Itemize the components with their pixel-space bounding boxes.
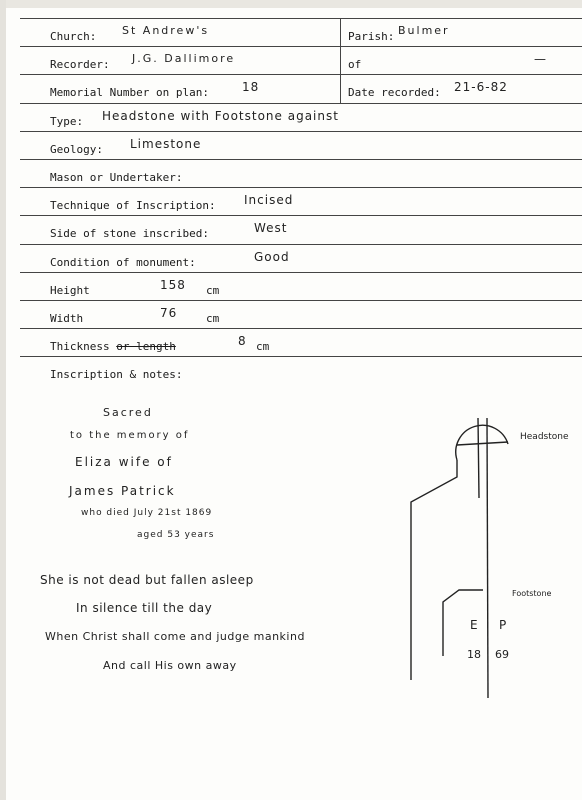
row-height [20,272,582,300]
recorder-label: Recorder: [50,58,110,72]
inscription-line-5: who died July 21st 1869 [81,508,213,518]
side-value: West [254,221,288,236]
inscription-label: Inscription & notes: [50,368,183,382]
verse-line-3: When Christ shall come and judge mankind [45,630,305,643]
row-memorial-date [20,74,582,102]
memorial-number-value: 18 [242,80,260,95]
thickness-label-text: Thickness [50,340,110,354]
thickness-label-struck: or length [116,340,176,354]
geology-label: Geology: [50,142,103,156]
row-thickness [20,328,582,356]
scan-edge-left [0,0,6,800]
parish-label: Parish: [348,30,395,43]
column-divider [340,19,341,46]
thickness-unit: cm [256,340,270,354]
row-technique [20,187,582,215]
width-value: 76 [160,305,178,320]
church-value: St Andrew's [122,24,210,37]
scan-edge-top [0,0,582,8]
inscription-line-3: Eliza wife of [75,455,173,469]
column-divider [340,75,341,102]
row-mason [20,159,582,187]
height-unit: cm [206,283,220,297]
side-label: Side of stone inscribed: [50,227,209,241]
of-value: — [534,52,547,67]
inscription-line-1: Sacred [103,406,153,419]
verse-line-4: And call His own away [103,659,237,672]
inscription-line-2: to the memory of [70,430,190,441]
width-unit: cm [206,311,220,325]
type-value: Headstone with Footstone against [102,108,339,123]
technique-value: Incised [244,193,294,208]
recorder-value: J.G. Dallimore [132,52,236,66]
technique-label: Technique of Inscription: [50,199,216,213]
inscription-line-4: James Patrick [69,484,176,498]
date-recorded-value: 21-6-82 [454,80,508,95]
headstone-outer-line [487,418,488,698]
footstone-initial-p: P [499,618,507,632]
headstone-crossbar [457,442,508,445]
height-value: 158 [160,277,186,292]
mason-label: Mason or Undertaker: [50,170,183,184]
record-form [20,18,582,384]
inscription-line-6: aged 53 years [137,530,215,540]
row-condition [20,244,582,272]
stone-profile-sketch [395,400,582,700]
footstone-year-a: 18 [467,648,481,661]
type-label: Type: [50,114,84,128]
row-inscription [20,356,582,384]
headstone-profile [411,460,457,680]
verse-line-1: She is not dead but fallen asleep [40,573,254,587]
row-side [20,215,582,243]
parish-value: Bulmer [398,24,450,37]
footstone-initial-e: E [470,618,478,632]
thickness-value: 8 [238,334,247,349]
column-divider [340,47,341,74]
memorial-number-label: Memorial Number on plan: [50,86,209,100]
footstone-year-b: 69 [495,648,509,661]
condition-value: Good [254,249,290,264]
geology-value: Limestone [130,136,202,151]
row-church-parish [20,18,582,46]
condition-label: Condition of monument: [50,255,196,269]
footstone-label: Footstone [512,589,552,598]
thickness-label [50,340,176,353]
verse-line-2: In silence till the day [76,601,213,615]
row-type [20,103,582,131]
church-label: Church: [50,30,97,43]
date-recorded-label: Date recorded: [348,86,441,100]
headstone-inner-line [478,418,479,498]
row-recorder [20,46,582,74]
width-label: Width [50,311,84,325]
row-geology [20,131,582,159]
headstone-label: Headstone [520,432,569,442]
height-label: Height [50,283,90,297]
row-width [20,300,582,328]
of-label: of [348,58,362,72]
